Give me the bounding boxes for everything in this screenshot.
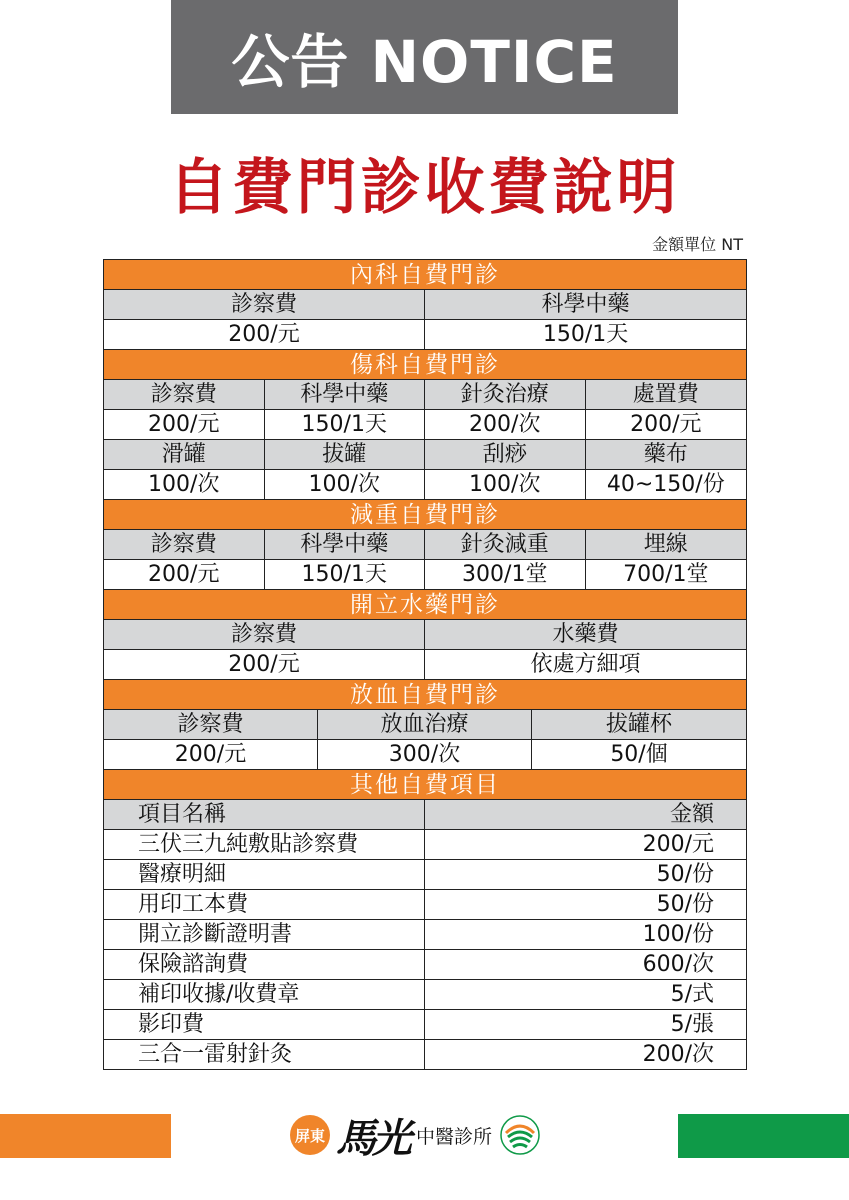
value-cell: 依處方細項	[425, 650, 747, 680]
header-cell: 放血治療	[318, 710, 532, 740]
currency-unit-note: 金額單位 NT	[652, 235, 743, 254]
section-liquid-medicine: 開立水藥門診	[104, 590, 747, 620]
clinic-logo	[290, 1102, 560, 1168]
page-title: 自費門診收費說明	[168, 153, 681, 223]
table-row	[104, 980, 747, 1010]
section-bloodletting: 放血自費門診	[104, 680, 747, 710]
table-row	[104, 830, 747, 860]
footer-green-bar	[678, 1114, 849, 1158]
logo-location-badge: 屏東	[290, 1115, 330, 1155]
table-row	[104, 950, 747, 980]
item-name: 醫療明細	[104, 860, 425, 890]
header-cell: 藥布	[585, 440, 747, 470]
table-row	[104, 1040, 747, 1070]
header-cell: 拔罐	[264, 440, 425, 470]
value-cell: 150/1天	[425, 320, 747, 350]
header-cell: 針灸治療	[425, 380, 586, 410]
value-cell: 100/次	[104, 470, 265, 500]
section-other: 其他自費項目	[104, 770, 747, 800]
item-name: 影印費	[104, 1010, 425, 1040]
header-cell: 埋線	[585, 530, 747, 560]
header-amount: 金額	[425, 800, 747, 830]
section-trauma: 傷科自費門診	[104, 350, 747, 380]
header-cell: 針灸減重	[425, 530, 586, 560]
value-cell: 200/元	[104, 560, 265, 590]
item-amount: 100/份	[425, 920, 747, 950]
value-cell: 200/元	[585, 410, 747, 440]
item-name: 開立診斷證明書	[104, 920, 425, 950]
value-cell: 200/元	[104, 320, 425, 350]
value-cell: 200/元	[104, 410, 265, 440]
header-item-name: 項目名稱	[104, 800, 425, 830]
item-amount: 5/張	[425, 1010, 747, 1040]
notice-banner: 公告 NOTICE	[171, 0, 678, 114]
value-cell: 40~150/份	[585, 470, 747, 500]
value-cell: 200/元	[104, 650, 425, 680]
item-amount: 200/次	[425, 1040, 747, 1070]
header-cell: 處置費	[585, 380, 747, 410]
value-cell: 100/次	[264, 470, 425, 500]
header-cell: 診察費	[104, 290, 425, 320]
value-cell: 150/1天	[264, 560, 425, 590]
item-amount: 50/份	[425, 890, 747, 920]
section-internal: 內科自費門診	[104, 260, 747, 290]
logo-clinic-name: 中醫診所	[416, 1125, 493, 1148]
value-cell: 200/次	[425, 410, 586, 440]
item-name: 用印工本費	[104, 890, 425, 920]
header-cell: 水藥費	[425, 620, 747, 650]
table-row	[104, 860, 747, 890]
item-amount: 200/元	[425, 830, 747, 860]
header-cell: 科學中藥	[264, 380, 425, 410]
item-name: 三伏三九純敷貼診察費	[104, 830, 425, 860]
item-name: 補印收據/收費章	[104, 980, 425, 1010]
header-cell: 刮痧	[425, 440, 586, 470]
header-cell: 診察費	[104, 620, 425, 650]
section-weight-loss: 減重自費門診	[104, 500, 747, 530]
footer-orange-bar	[0, 1114, 171, 1158]
value-cell: 50/個	[532, 740, 747, 770]
fee-table	[103, 259, 746, 1070]
table-row	[104, 1010, 747, 1040]
item-name: 保險諮詢費	[104, 950, 425, 980]
header-cell: 診察費	[104, 530, 265, 560]
header-cell: 科學中藥	[425, 290, 747, 320]
item-name: 三合一雷射針灸	[104, 1040, 425, 1070]
value-cell: 100/次	[425, 470, 586, 500]
header-cell: 診察費	[104, 380, 265, 410]
table-row	[104, 890, 747, 920]
item-amount: 5/式	[425, 980, 747, 1010]
header-cell: 科學中藥	[264, 530, 425, 560]
item-amount: 600/次	[425, 950, 747, 980]
header-cell: 滑罐	[104, 440, 265, 470]
table-row	[104, 920, 747, 950]
header-cell: 診察費	[104, 710, 318, 740]
logo-calligraphy: 馬光	[336, 1114, 408, 1162]
value-cell: 150/1天	[264, 410, 425, 440]
item-amount: 50/份	[425, 860, 747, 890]
value-cell: 300/1堂	[425, 560, 586, 590]
value-cell: 300/次	[318, 740, 532, 770]
value-cell: 700/1堂	[585, 560, 747, 590]
header-cell: 拔罐杯	[532, 710, 747, 740]
value-cell: 200/元	[104, 740, 318, 770]
clinic-emblem-icon	[500, 1115, 540, 1155]
